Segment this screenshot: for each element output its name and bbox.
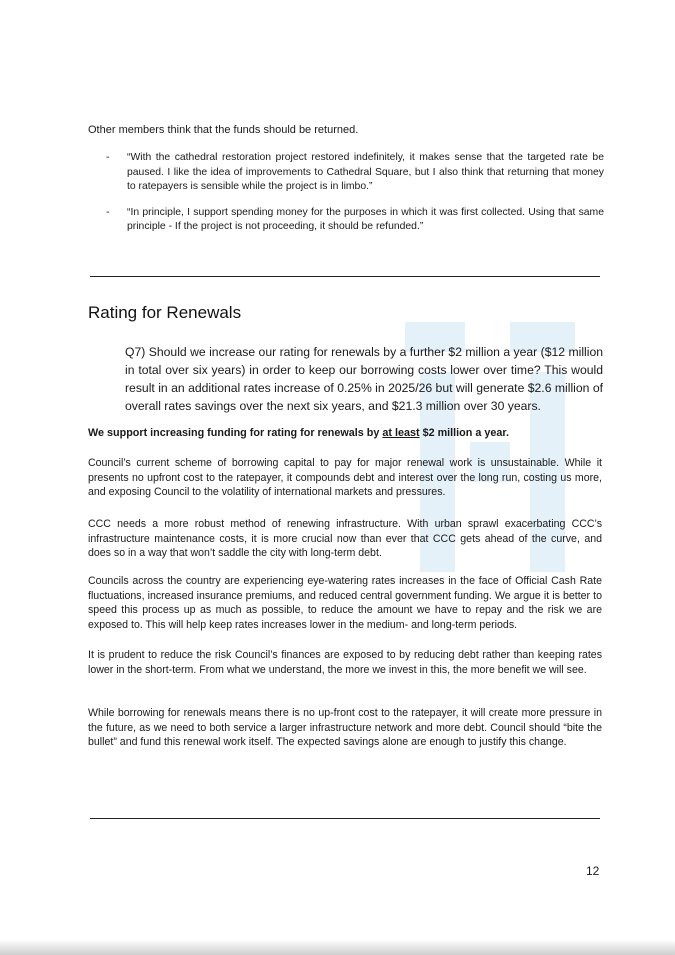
body-paragraph: CCC needs a more robust method of renewing infrastructure. With urban sprawl exacerbating CCC’s infrastructure maintenance costs, it is more crucial now than ever that CCC gets ahead of the curve, and does so in a way that won’t saddle the city with long-term debt. <box>88 518 602 560</box>
list-item <box>106 206 604 235</box>
section-divider <box>90 276 600 277</box>
page-number: 12 <box>586 864 600 878</box>
position-suffix: $2 million a year. <box>419 427 510 439</box>
quote-text: “With the cathedral restoration project restored indefinitely, it makes sense that the targeted rate be paused. I like the idea of improvements to Cathedral Square, but I also think that returning that money to ratepayers is sensible while the project is in limbo.” <box>127 152 604 193</box>
quote-list <box>106 151 604 246</box>
footer-divider <box>90 818 600 819</box>
body-paragraph: Councils across the country are experiencing eye-watering rates increases in the face of Official Cash Rate fluctuations, increased insurance premiums, and reduced central government funding. We argue it is better to speed this process up as much as possible, to reduce the amount we have to repay and the risk we are exposed to. This will help keep rates increases lower in the medium- and long-term periods. <box>88 575 602 631</box>
body-paragraph: It is prudent to reduce the risk Council’s finances are exposed to by reducing debt rather than keeping rates lower in the short-term. From what we understand, the more we invest in this, the more benefit we will see. <box>88 649 602 676</box>
body-paragraph: While borrowing for renewals means there is no up-front cost to the ratepayer, it will create more pressure in the future, as we need to both service a larger infrastructure network and more debt. Council should “bite the bullet” and fund this renewal work itself. The expected savings alone are enough to justify this change. <box>88 707 602 749</box>
section-heading: Rating for Renewals <box>88 303 242 322</box>
body-paragraph: Council’s current scheme of borrowing capital to pay for major renewal work is unsustainable. While it presents no upfront cost to the ratepayer, it compounds debt and interest over the long run, costing us more, and exposing Council to the volatility of international markets and pressures. <box>88 457 602 499</box>
consultation-question: Q7) Should we increase our rating for renewals by a further $2 million a year ($12 million in total over six years) in order to keep our borrowing costs lower over time? This would result in an additional rates increase of 0.25% in 2025/26 but will generate $2.6 million of overall rates savings over the next six years, and $21.3 million over 30 years. <box>125 345 603 413</box>
scan-edge-shadow <box>0 940 675 955</box>
position-prefix: We support increasing funding for rating for renewals by <box>88 427 383 439</box>
list-dash: - <box>106 206 110 218</box>
intro-text: Other members think that the funds should be returned. <box>88 124 359 136</box>
list-item <box>106 151 604 195</box>
position-emphasis: at least <box>382 427 420 439</box>
position-statement <box>88 426 608 440</box>
list-dash: - <box>106 152 110 163</box>
quote-text: “In principle, I support spending money for the purposes in which it was first collected. Using that same principle - If the project is not proceeding, it should be refunded.” <box>127 206 604 233</box>
